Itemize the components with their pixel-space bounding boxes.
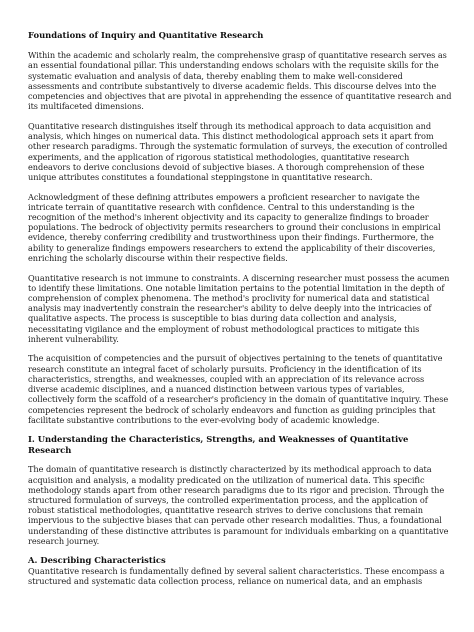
subsection-heading: A. Describing Characteristics	[28, 555, 166, 566]
intro-paragraph-5: The acquisition of competencies and the pursuit of objectives pertaining to the tenets of quantitative research constitute an integral facet of scholarly pursuits. Proficiency in the identification of its characteristics, strengths, and weaknesses, coupled with an appreciation of its relevance across diverse academic disciplines, and a nuanced distinction between various types of variables, collectively form the scaffold of a researcher's proficiency in the domain of quantitative inquiry. These competencies represent the bedrock of scholarly endeavors and function as guiding principles that facilitate substantive contributions to the ever-evolving body of academic knowledge.	[28, 353, 449, 425]
intro-paragraph-4: Quantitative research is not immune to constraints. A discerning researcher must possess the acumen to identify these limitations. One notable limitation pertains to the potential limitation in the depth of comprehension of complex phenomena. The method's proclivity for numerical data and statistical analysis may inadvertently constrain the researcher's ability to delve deeply into the intricacies of qualitative aspects. The process is susceptible to bias during data collection and analysis, necessitating vigilance and the employment of robust methodological practices to mitigate this inherent vulnerability.	[28, 272, 450, 344]
section-paragraph: The domain of quantitative research is distinctly characterized by its methodical approach to data acquisition and analysis, a modality predicated on the utilization of numerical data. This specific methodology stands apart from other research paradigms due to its rigor and precision. Through the structured formulation of surveys, the controlled experimentation process, and the application of robust statistical methodologies, quantitative research strives to derive conclusions that remain impervious to the subjective biases that can pervade other research modalities. Thus, a foundational understanding of these distinctive attributes is paramount for individuals embarking on a quantitative research journey.	[28, 464, 449, 546]
intro-paragraph-2: Quantitative research distinguishes itself through its methodical approach to data acquisition and analysis, which hinges on numerical data. This distinct methodological approach sets it apart from other research paradigms. Through the systematic formulation of surveys, the execution of controlled experiments, and the application of rigorous statistical methodologies, quantitative research endeavors to derive conclusions devoid of subjective biases. A thorough comprehension of these unique attributes constitutes a foundational steppingstone in quantitative research.	[28, 120, 448, 182]
intro-paragraph-1: Within the academic and scholarly realm, the comprehensive grasp of quantitative research serves as an essential foundational pillar. This understanding endows scholars with the requisite skills for the systematic evaluation and analysis of data, thereby enabling them to make well-considered assessments and contribute substantively to diverse academic fields. This discourse delves into the competencies and objectives that are pivotal in apprehending the essence of quantitative research and its multifaceted dimensions.	[28, 50, 452, 112]
intro-paragraph-3: Acknowledgment of these defining attributes empowers a proficient researcher to navigate the intricate terrain of quantitative research with confidence. Central to this understanding is the recognition of the method's inherent objectivity and its capacity to generalize findings to broader populations. The bedrock of objectivity permits researchers to ground their conclusions in empirical evidence, thereby conferring credibility and trustworthiness upon their findings. Furthermore, the ability to generalize findings empowers researchers to extend the applicability of their discoveries, enriching the scholarly discourse within their respective fields.	[28, 191, 441, 263]
section-heading: I. Understanding the Characteristics, Strengths, and Weaknesses of Quantitative Research	[28, 434, 409, 455]
document-body	[28, 30, 452, 596]
subsection-paragraph: Quantitative research is fundamentally defined by several salient characteristics. These encompass a structured and systematic data collection process, reliance on numerical data, and an emphasis	[28, 565, 445, 586]
document-title: Foundations of Inquiry and Quantitative Research	[28, 30, 264, 40]
